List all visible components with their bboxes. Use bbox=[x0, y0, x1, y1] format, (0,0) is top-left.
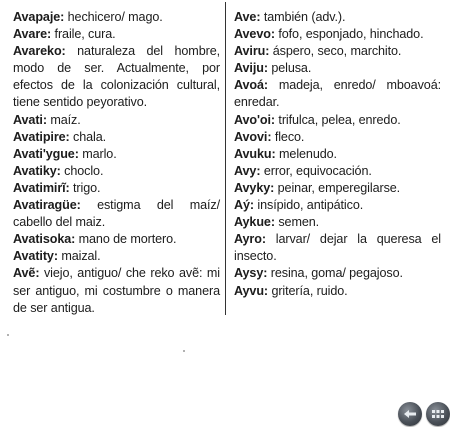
entry bbox=[234, 283, 441, 300]
entry bbox=[13, 231, 220, 248]
entry bbox=[13, 26, 220, 43]
entry-term: Avovi: bbox=[234, 129, 272, 144]
entry-term: Avareko: bbox=[13, 44, 66, 59]
entry bbox=[13, 43, 220, 111]
entry-term: Avapaje: bbox=[13, 10, 65, 24]
arrow-left-icon bbox=[403, 409, 417, 419]
entry bbox=[234, 265, 441, 282]
column-divider bbox=[225, 2, 226, 315]
entry-term: Avyky: bbox=[234, 180, 275, 195]
entry bbox=[234, 197, 441, 214]
entry-term: Avare: bbox=[13, 27, 52, 42]
entry bbox=[13, 180, 220, 197]
entry bbox=[13, 146, 220, 163]
entry-definition: larvar/ dejar la queresa el insecto. bbox=[234, 232, 441, 264]
entry-term: Avevo: bbox=[234, 27, 275, 42]
page-nav bbox=[398, 402, 450, 426]
entry-definition: trifulca, pelea, enredo. bbox=[278, 112, 401, 127]
entry-term: Avoá: bbox=[234, 78, 269, 93]
entry-term: Aykue: bbox=[234, 215, 275, 230]
entry-term: Aviju: bbox=[234, 61, 268, 76]
entry-definition: choclo. bbox=[64, 163, 104, 178]
entry bbox=[234, 146, 441, 163]
entry-term: Avati: bbox=[13, 112, 47, 127]
entry-term: Avo'oi: bbox=[234, 112, 276, 127]
entry-term: Avatimirĩ: bbox=[13, 180, 70, 195]
left-column bbox=[13, 9, 220, 317]
grid-icon bbox=[431, 409, 445, 419]
entry-definition: fofo, esponjado, hinchado. bbox=[278, 27, 424, 42]
entry bbox=[234, 43, 441, 60]
entry-term: Avy: bbox=[234, 163, 261, 178]
entry-definition: naturaleza del hombre, modo de ser. Actualmente, por efectos de la colonización cultural, tiene sentido peyorativo. bbox=[13, 44, 220, 110]
entry bbox=[234, 26, 441, 43]
entry bbox=[234, 214, 441, 231]
page-index-button[interactable] bbox=[426, 402, 450, 426]
scan-speck bbox=[7, 334, 9, 336]
entry-definition: trigo. bbox=[73, 180, 101, 195]
entry-term: Avatipire: bbox=[13, 129, 70, 144]
prev-page-button[interactable] bbox=[398, 402, 422, 426]
entry-term: Ave: bbox=[234, 10, 261, 24]
entry-term: Avuku: bbox=[234, 146, 276, 161]
entry bbox=[13, 197, 220, 231]
entry-term: Ayro: bbox=[234, 232, 266, 247]
entry bbox=[234, 163, 441, 180]
entry-term: Avatisoka: bbox=[13, 232, 76, 247]
entry-term: Avatiragüe: bbox=[13, 198, 81, 213]
entry-definition: también (adv.). bbox=[263, 10, 346, 24]
entry bbox=[13, 163, 220, 180]
right-column bbox=[234, 9, 441, 300]
entry-definition: chala. bbox=[73, 129, 107, 144]
entry-term: Avati'ygue: bbox=[13, 146, 79, 161]
entry-definition: marlo. bbox=[82, 146, 117, 161]
entry bbox=[234, 231, 441, 265]
entry-definition: maíz. bbox=[50, 112, 81, 127]
entry-term: Avatiky: bbox=[13, 163, 61, 178]
entry-definition: hechicero/ mago. bbox=[67, 10, 163, 24]
entry bbox=[13, 129, 220, 146]
entry-definition: gritería, ruido. bbox=[271, 283, 348, 298]
entry bbox=[234, 112, 441, 129]
scan-speck bbox=[183, 350, 185, 352]
entry-term: Aysy: bbox=[234, 266, 268, 281]
entry bbox=[234, 129, 441, 146]
entry bbox=[13, 112, 220, 129]
entry-definition: insípido, antipático. bbox=[257, 198, 364, 213]
entry-term: Aviru: bbox=[234, 44, 270, 59]
entry bbox=[13, 9, 220, 26]
entry bbox=[13, 265, 220, 316]
entry-definition: viejo, antiguo/ che reko avẽ: mi ser antiguo, mi costumbre o manera de ser antigua. bbox=[13, 266, 220, 315]
entry-term: Ayvu: bbox=[234, 283, 269, 298]
entry-definition: estigma del maíz/ cabello del maiz. bbox=[13, 198, 220, 230]
entry-definition: maizal. bbox=[61, 249, 101, 264]
entry bbox=[234, 180, 441, 197]
entry-definition: pelusa. bbox=[271, 61, 312, 76]
entry-definition: semen. bbox=[278, 215, 320, 230]
entry-definition: mano de mortero. bbox=[78, 232, 177, 247]
entry-term: Aý: bbox=[234, 198, 254, 213]
entry-definition: áspero, seco, marchito. bbox=[272, 44, 402, 59]
entry bbox=[234, 77, 441, 111]
entry-definition: fraile, cura. bbox=[54, 27, 116, 42]
entry-term: Avatity: bbox=[13, 249, 58, 264]
entry bbox=[234, 60, 441, 77]
entry-term: Avẽ: bbox=[13, 266, 40, 281]
entry-definition: error, equivocación. bbox=[263, 163, 372, 178]
entry-definition: melenudo. bbox=[279, 146, 337, 161]
entry bbox=[234, 9, 441, 26]
entry-definition: peinar, emperegilarse. bbox=[277, 180, 401, 195]
entry-definition: madeja, enredo/ mboavoá: enredar. bbox=[234, 78, 441, 110]
entry bbox=[13, 248, 220, 265]
entry-definition: resina, goma/ pegajoso. bbox=[270, 266, 403, 281]
entry-definition: fleco. bbox=[274, 129, 305, 144]
